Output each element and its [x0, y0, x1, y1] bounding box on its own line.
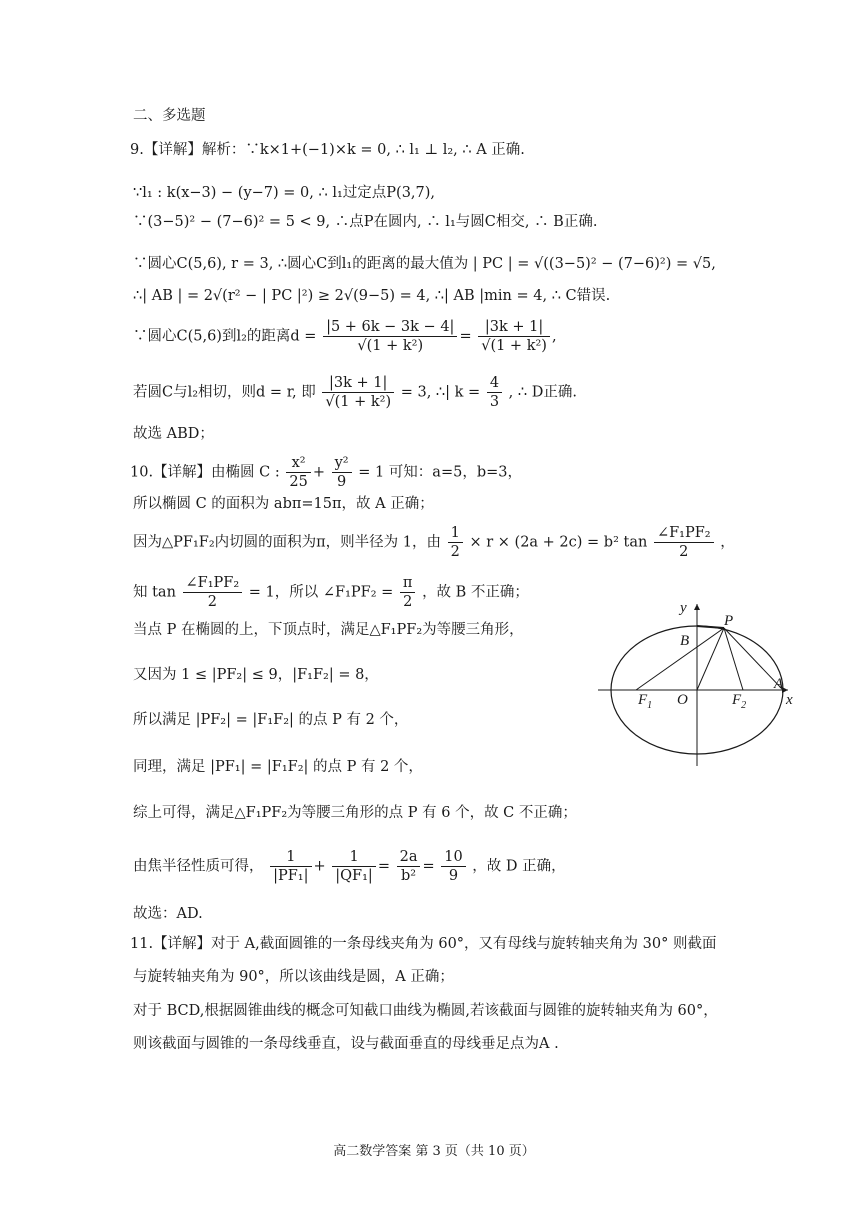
fraction-numerator: |3k + 1| — [478, 318, 550, 337]
fraction — [332, 454, 352, 491]
q9-line-6: ∵圆心C(5,6)到l₂的距离d = $\frac{|5 + 6k - 3k - 4|}{\text{√(1 + k²)}}$ = $\frac{|3k + 1|}{\text{√(1 + k²)}}$ , — [133, 319, 557, 354]
fraction-numerator: y² — [332, 454, 352, 473]
q10-line-1-text-b: = 1 可知：a=5，b=3， — [358, 464, 522, 481]
label-f2-sub: 2 — [741, 700, 747, 711]
label-y: y — [680, 600, 687, 616]
fraction-denominator: |PF₁| — [273, 868, 309, 884]
fraction-denominator: 2 — [679, 544, 689, 560]
q9-line-6-text: ∵圆心C(5,6)到l₂的距离d = — [133, 328, 317, 345]
fraction-denominator: 2 — [450, 544, 460, 560]
fraction-numerator: 4 — [487, 374, 502, 393]
label-f1-letter: F — [638, 692, 648, 708]
q10-line-3 — [133, 524, 735, 561]
q10-line-1: 10.【详解】由椭圆 C : $\frac{\text{x²}}{25}$ + $\frac{\text{y²}}{9}$ = 1 可知：a=5，b=3， — [130, 455, 522, 490]
fraction — [448, 524, 463, 561]
fraction-numerator: |5 + 6k − 3k − 4| — [323, 318, 457, 337]
fraction-denominator: 9 — [336, 474, 347, 490]
label-f2-letter: F — [732, 692, 742, 708]
fraction-numerator: π — [400, 574, 416, 593]
q10-line-10-text-b: ，故 D 正确， — [472, 858, 566, 875]
fraction-denominator: 9 — [448, 868, 459, 884]
q9-answer: 故选 ABD； — [133, 426, 214, 442]
q10-line-8: 同理，满足 |PF₁| = |F₁F₂| 的点 P 有 2 个， — [133, 759, 423, 775]
fraction — [654, 524, 714, 561]
q10-line-4-text: 知 tan — [133, 584, 176, 601]
q11-line-1: 11.【详解】对于 A,截面圆锥的一条母线夹角为 60°，又有母线与旋转轴夹角为 30° 则截面 — [130, 936, 717, 952]
q10-line-3-text: 因为△PF₁F₂内切圆的面积为π，则半径为 1，由 — [133, 534, 442, 551]
q9-line-7-text: 若圆C与l₂相切，则d = r, 即 — [133, 384, 316, 401]
q10-line-3-text-c: ， — [720, 534, 735, 551]
fraction-numerator: |3k + 1| — [322, 374, 394, 393]
label-f1-sub: 1 — [647, 700, 653, 711]
fraction-numerator: 1 — [270, 848, 311, 867]
fraction — [400, 574, 416, 611]
fraction-denominator: 25 — [289, 474, 308, 490]
fraction-denominator: 2 — [403, 594, 413, 610]
segment-b-p — [697, 626, 724, 628]
label-f1 — [637, 692, 652, 711]
q10-line-1-text: 10.【详解】由椭圆 C : — [130, 464, 280, 481]
fraction — [441, 848, 465, 885]
fraction — [332, 848, 376, 885]
fraction-denominator: 3 — [489, 394, 500, 410]
q10-line-10-text: 由焦半径性质可得， — [133, 858, 264, 875]
label-f2 — [731, 692, 746, 711]
q11-line-2: 与旋转轴夹角为 90°，所以该曲线是圆，A 正确； — [133, 969, 454, 985]
q9-line-2: ∵l₁ : k(x−3) − (y−7) = 0, ∴ l₁过定点P(3,7), — [133, 185, 436, 201]
q10-line-4-text-c: ，故 B 不正确； — [422, 584, 529, 601]
fraction — [478, 318, 550, 355]
fraction-numerator: ∠F₁PF₂ — [183, 574, 243, 593]
q9-line-7-text-c: , ∴ D正确. — [508, 384, 577, 401]
fraction-numerator: 1 — [332, 848, 376, 867]
q10-line-4-text-b: = 1，所以 ∠F₁PF₂ = — [248, 584, 394, 601]
fraction-numerator: ∠F₁PF₂ — [654, 524, 714, 543]
q10-line-5: 当点 P 在椭圆的上，下顶点时，满足△F₁PF₂为等腰三角形， — [133, 622, 524, 638]
q9-line-3: ∵(3−5)² − (7−6)² = 5 < 9, ∴点P在圆内, ∴ l₁与圆C相交, ∴ B正确. — [133, 214, 598, 230]
fraction-numerator: x² — [286, 454, 310, 473]
label-a: A — [774, 676, 784, 692]
fraction-numerator: 1 — [448, 524, 463, 543]
fraction-denominator: |QF₁| — [335, 868, 373, 884]
fraction — [183, 574, 243, 611]
fraction-denominator: b² — [400, 868, 417, 884]
q10-line-4 — [133, 574, 529, 611]
fraction — [323, 318, 457, 355]
fraction — [322, 374, 394, 411]
q9-line-7 — [133, 374, 577, 411]
page-footer: 高二数学答案 第 3 页（共 10 页） — [333, 1144, 535, 1159]
fraction-denominator: √(1 + k²) — [357, 338, 424, 354]
fraction — [397, 848, 421, 885]
fraction-numerator: 2a — [397, 848, 421, 867]
label-p: P — [724, 613, 734, 629]
label-x: x — [786, 692, 793, 708]
fraction-denominator: 2 — [207, 594, 217, 610]
fraction — [487, 374, 502, 411]
section-title: 二、多选题 — [133, 108, 206, 124]
q9-line-1: 9.【详解】解析：∵k×1+(−1)×k = 0, ∴ l₁ ⊥ l₂, ∴ A 正确. — [130, 142, 525, 158]
q9-line-7-text-b: = 3, ∴| k = — [400, 384, 481, 401]
fraction — [286, 454, 310, 491]
ellipse-figure — [590, 598, 805, 773]
q10-line-6: 又因为 1 ≤ |PF₂| ≤ 9，|F₁F₂| = 8， — [133, 667, 379, 683]
q10-line-9: 综上可得，满足△F₁PF₂为等腰三角形的点 P 有 6 个，故 C 不正确； — [133, 805, 577, 821]
q11-line-4: 则该截面与圆锥的一条母线垂直，设与截面垂直的母线垂足点为A . — [133, 1036, 559, 1052]
fraction — [270, 848, 311, 885]
q11-line-3: 对于 BCD,根据圆锥曲线的概念可知截口曲线为椭圆,若该截面与圆锥的旋转轴夹角为 60°， — [133, 1003, 718, 1019]
q10-line-7: 所以满足 |PF₂| = |F₁F₂| 的点 P 有 2 个， — [133, 712, 409, 728]
q9-line-5: ∴| AB | = 2√(r² − | PC |²) ≥ 2√(9−5) = 4, ∴| AB |min = 4, ∴ C错误. — [133, 288, 611, 304]
q10-line-10: 由焦半径性质可得， $\frac{1}{\text{|PF₁|}}$ + $\frac{1}{\text{|QF₁|}}$ = $\frac{2a}{\text{b²}}$ = $\frac{10}{9}$ ，故 D 正确， — [133, 849, 566, 884]
label-o: O — [677, 692, 688, 708]
q9-line-4: ∵圆心C(5,6), r = 3, ∴圆心C到l₁的距离的最大值为 | PC | = √((3−5)² − (7−6)²) = √5, — [133, 256, 716, 272]
fraction-denominator: √(1 + k²) — [481, 338, 547, 354]
label-b: B — [680, 633, 690, 649]
fraction-numerator: 10 — [441, 848, 465, 867]
q10-line-3-text-b: × r × (2a + 2c) = b² tan — [469, 534, 648, 551]
fraction-denominator: √(1 + k²) — [325, 394, 392, 410]
q10-line-2: 所以椭圆 C 的面积为 abπ=15π，故 A 正确； — [133, 496, 434, 512]
q10-answer: 故选：AD. — [133, 906, 203, 922]
